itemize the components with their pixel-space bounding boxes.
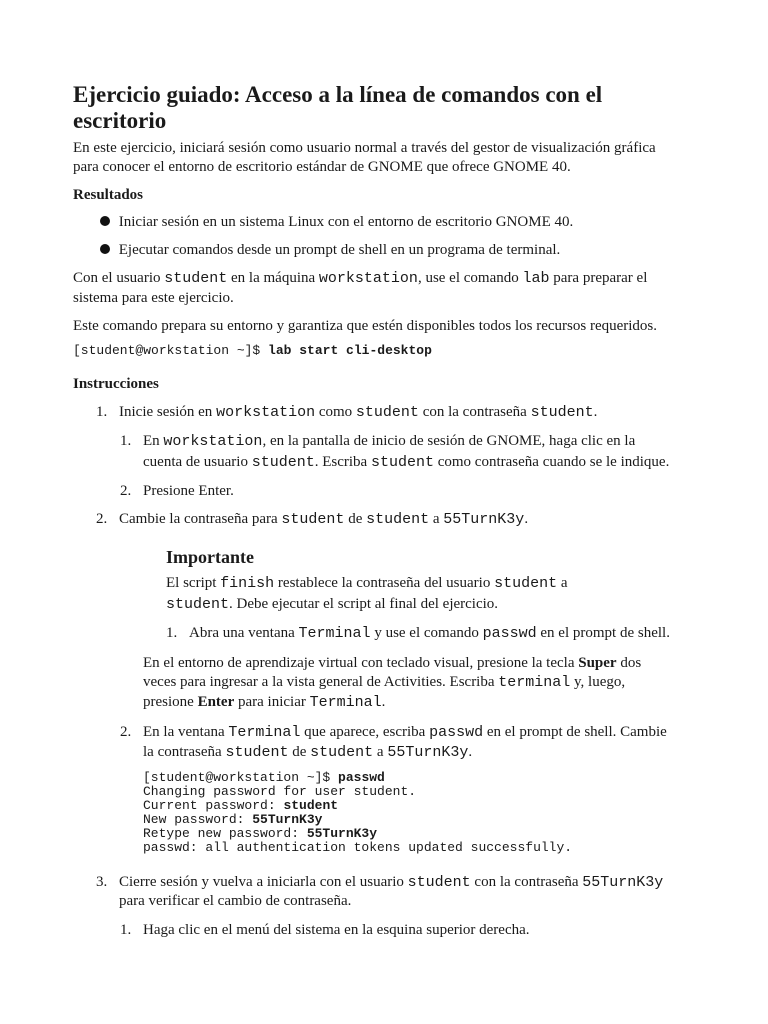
page-title-cont — [73, 108, 166, 134]
terminal-line: New password: 55TurnK3y — [143, 812, 323, 827]
step-3-1-text: Haga clic en el menú del sistema en la esquina superior derecha. — [143, 922, 530, 938]
step-2-2-num: 2. — [120, 724, 132, 740]
terminal-line: Current password: student — [143, 798, 339, 813]
virtual-line-2: veces para ingresar a la vista general de Activities. Escriba terminal y, luego, — [143, 674, 626, 691]
importante-heading: Importante — [166, 547, 254, 567]
step-2-1-num: 1. — [166, 625, 178, 641]
intro-line-2: para conocer el entorno de escritorio estándar de GNOME que ofrece GNOME 40. — [73, 159, 571, 175]
step-2-1-text: Abra una ventana Terminal y use el comando passwd en el prompt de shell. — [189, 625, 670, 642]
prep-paragraph: Este comando prepara su entorno y garantiza que estén disponibles todos los recursos requeridos. — [73, 318, 658, 334]
step-1-1-num: 1. — [120, 433, 132, 449]
step-1-2-num: 2. — [120, 483, 132, 499]
title-line-1: Ejercicio guiado: Acceso a la línea de comandos con el — [73, 82, 603, 107]
terminal-line: Retype new password: 55TurnK3y — [143, 826, 378, 841]
terminal-line: passwd: all authentication tokens updated successfully. — [143, 840, 573, 855]
prep-line-1: Con el usuario student en la máquina workstation, use el comando lab para preparar el — [73, 270, 648, 287]
instrucciones-heading: Instrucciones — [73, 376, 159, 392]
result-item: Iniciar sesión en un sistema Linux con el entorno de escritorio GNOME 40. — [100, 213, 573, 232]
terminal-line: [student@workstation ~]$ passwd — [143, 770, 385, 785]
step-3-line1: Cierre sesión y vuelva a iniciarla con el usuario student con la contraseña 55TurnK3y — [119, 874, 664, 891]
page-title — [73, 82, 602, 108]
lab-command: [student@workstation ~]$ lab start cli-desktop — [73, 343, 432, 358]
virtual-line-3: presione Enter para iniciar Terminal. — [143, 694, 386, 711]
bullet-icon — [100, 216, 110, 226]
importante-line-1: El script finish restablece la contraseña del usuario student a — [166, 575, 568, 592]
terminal-line: Changing password for user student. — [143, 784, 417, 799]
importante-line-2: student. Debe ejecutar el script al final del ejercicio. — [166, 596, 499, 613]
resultados-heading: Resultados — [73, 187, 144, 203]
title-line-2: escritorio — [73, 108, 167, 133]
virtual-line-1: En el entorno de aprendizaje virtual con teclado visual, presione la tecla Super dos — [143, 655, 642, 671]
step-1-1-line2: cuenta de usuario student. Escriba student como contraseña cuando se le indique. — [143, 454, 670, 471]
step-1-text: Inicie sesión en workstation como student con la contraseña student. — [119, 404, 598, 421]
result-item: Ejecutar comandos desde un prompt de shell en un programa de terminal. — [100, 241, 560, 260]
step-3-1-num: 1. — [120, 922, 132, 938]
step-2-num: 2. — [96, 511, 108, 527]
step-2-2-line2: la contraseña student de student a 55TurnK3y. — [143, 744, 473, 761]
bullet-icon — [100, 244, 110, 254]
step-1-1-line1: En workstation, en la pantalla de inicio de sesión de GNOME, haga clic en la — [143, 433, 636, 450]
terminal-output — [143, 771, 572, 855]
prep-line-2: sistema para este ejercicio. — [73, 290, 234, 306]
step-3-line2: para verificar el cambio de contraseña. — [119, 893, 352, 909]
step-1: 1. — [96, 404, 108, 420]
step-3-num: 3. — [96, 874, 108, 890]
intro-line-1: En este ejercicio, iniciará sesión como usuario normal a través del gestor de visualización gráfica — [73, 140, 656, 156]
step-1-2-text: Presione Enter. — [143, 483, 234, 499]
step-2-2-line1: En la ventana Terminal que aparece, escriba passwd en el prompt de shell. Cambie — [143, 724, 667, 741]
step-2-text: Cambie la contraseña para student de student a 55TurnK3y. — [119, 511, 529, 528]
